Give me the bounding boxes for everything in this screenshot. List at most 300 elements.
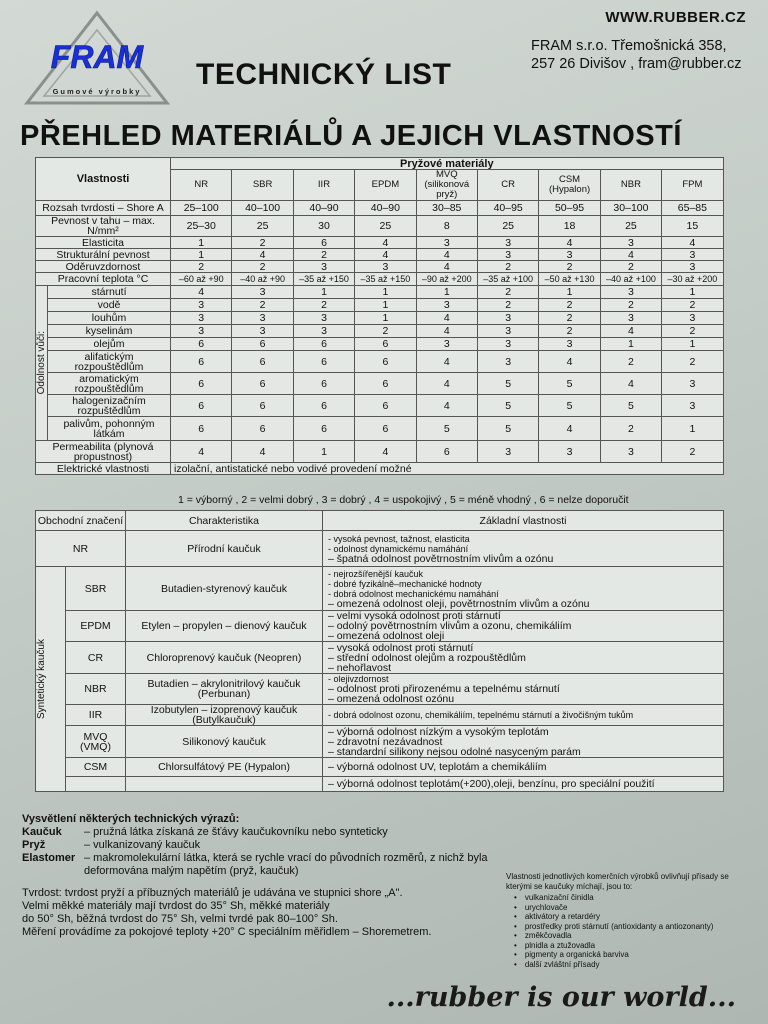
characteristic-cell: Přírodní kaučuk	[126, 531, 323, 567]
table-row	[36, 463, 724, 475]
table-cell: 4	[539, 417, 600, 441]
table-row	[36, 201, 724, 216]
property-line: - vysoká pevnost, tažnost, elasticita	[328, 533, 470, 544]
material-column-header: NBR	[600, 170, 661, 201]
table-row	[36, 642, 724, 674]
property-line: - dobrá odolnost ozonu, chemikáliím, tepelnému stárnutí a živočišným tukům	[328, 710, 634, 720]
table-cell: 4	[355, 237, 416, 249]
characteristic-cell: Chlorsulfátový PE (Hypalon)	[126, 758, 323, 777]
table-cell: 3	[232, 312, 293, 325]
row-label: Pevnost v tahu – max. N/mm²	[36, 216, 171, 237]
table-cell: 1	[600, 338, 661, 351]
table-cell: 15	[662, 216, 723, 237]
table-cell: 2	[539, 299, 600, 312]
table-cell: 5	[477, 417, 538, 441]
row-label: Elasticita	[36, 237, 171, 249]
table-cell: 1	[539, 286, 600, 299]
table-cell: 6	[293, 417, 354, 441]
type-code-cell: CSM	[66, 758, 126, 777]
table-row	[36, 351, 724, 373]
table-cell: 40–90	[355, 201, 416, 216]
characteristic-cell	[126, 777, 323, 792]
row-label: stárnutí	[48, 286, 171, 299]
hardness-line: do 50° Sh, běžná tvrdost do 75° Sh, velmi tvrdé pak 80–100° Sh.	[22, 913, 338, 925]
property-line: – odolnost proti přirozenému a tepelnému stárnutí	[328, 683, 560, 695]
properties-cell	[323, 642, 724, 674]
table-cell: 25–100	[171, 201, 232, 216]
column-header: Obchodní značení	[36, 511, 126, 531]
term-name: Elastomer	[22, 852, 76, 864]
material-column-header: EPDM	[355, 170, 416, 201]
table-row	[36, 261, 724, 273]
table-cell: 4	[416, 249, 477, 261]
term-definition: – pružná látka získaná ze šťávy kaučukovníku nebo synteticky	[84, 826, 388, 838]
additive-item: • další zvláštní přísady	[514, 960, 736, 970]
corner-cell	[36, 158, 171, 201]
rating-legend: 1 = výborný , 2 = velmi dobrý , 3 = dobrý , 4 = uspokojivý , 5 = méně vhodný , 6 = nelze doporučit	[178, 494, 629, 506]
hardness-note	[22, 887, 502, 939]
table-cell: 3	[662, 312, 723, 325]
table-cell: 4	[416, 395, 477, 417]
table-cell: 25	[477, 216, 538, 237]
term-row	[22, 865, 512, 878]
svg-text:Gumové výrobky: Gumové výrobky	[52, 87, 142, 96]
table-row	[36, 286, 724, 299]
table-cell: –90 až +200	[416, 273, 477, 286]
table-cell: 3	[477, 338, 538, 351]
term-definition: – vulkanizovaný kaučuk	[84, 839, 201, 851]
properties-cell	[323, 611, 724, 642]
table-row	[36, 338, 724, 351]
additive-item: • vulkanizační činidla	[514, 893, 736, 903]
table-cell: 2	[232, 261, 293, 273]
property-line: – výborná odolnost teplotám(+200),oleji, benzínu, pro speciální použití	[328, 778, 655, 790]
table-cell: 6	[355, 395, 416, 417]
term-definition: deformována malým napětím (pryž, kaučuk)	[84, 865, 299, 877]
table-cell: 3	[600, 312, 661, 325]
table-cell: 2	[477, 261, 538, 273]
table-row	[36, 237, 724, 249]
table-row	[36, 441, 724, 463]
properties-cell	[323, 567, 724, 611]
table-cell: 5	[416, 417, 477, 441]
group-header: Pryžové materiály	[171, 158, 724, 170]
table-cell: 1	[662, 417, 723, 441]
table-cell: 2	[477, 299, 538, 312]
material-column-header: IIR	[293, 170, 354, 201]
table-cell: 3	[600, 441, 661, 463]
characteristic-cell: Butadien – akrylonitrilový kaučuk (Perbunan)	[126, 674, 323, 705]
table-cell: 6	[416, 441, 477, 463]
property-line: - dobré fyzikálně–mechanické hodnoty	[328, 578, 482, 589]
table-cell: 3	[232, 286, 293, 299]
type-code-cell: NR	[36, 531, 126, 567]
row-label: Rozsah tvrdosti – Shore A	[36, 201, 171, 216]
property-line: - dobrá odolnost mechanickému namáhání	[328, 588, 499, 599]
table-cell: 3	[477, 441, 538, 463]
additive-item: • změkčovadla	[514, 931, 736, 941]
table-cell: 3	[477, 312, 538, 325]
characteristic-cell: Silikonový kaučuk	[126, 726, 323, 758]
table-cell: –35 až +150	[293, 273, 354, 286]
table-cell: 3	[600, 286, 661, 299]
table-cell: 2	[600, 261, 661, 273]
column-header: Základní vlastnosti	[323, 511, 724, 531]
table-cell: 3	[293, 261, 354, 273]
property-line: - olejivzdornost	[328, 674, 389, 684]
row-label: Pracovní teplota °C	[36, 273, 171, 286]
property-line: - nejrozšířenější kaučuk	[328, 568, 424, 579]
property-line: – špatná odolnost povětrnostním vlivům a ozónu	[328, 552, 554, 565]
row-label: Strukturální pevnost	[36, 249, 171, 261]
table-row	[36, 611, 724, 642]
table-row	[36, 567, 724, 611]
table-cell: izolační, antistatické nebo vodivé provedení možné	[171, 463, 724, 475]
term-row	[22, 826, 512, 839]
table-cell: –30 až +200	[662, 273, 723, 286]
table-cell: 2	[662, 325, 723, 338]
table-row	[36, 249, 724, 261]
characteristic-cell: Chloroprenový kaučuk (Neopren)	[126, 642, 323, 674]
table-cell: 5	[477, 395, 538, 417]
table-cell: –40 až +90	[232, 273, 293, 286]
table-cell: 6	[293, 237, 354, 249]
additives-intro: Vlastnosti jednotlivých komerčních výrobků ovlivňují přísady se kterými se kaučuky míchají, jsou to:	[506, 872, 729, 891]
table-cell: 6	[232, 338, 293, 351]
table-cell: –60 až +90	[171, 273, 232, 286]
table-cell: 5	[539, 395, 600, 417]
side-label: Syntetický kaučuk	[36, 638, 47, 720]
property-line: - odolnost dynamickému namáhání	[328, 543, 469, 554]
address-line-2: 257 26 Divišov , fram@rubber.cz	[531, 56, 742, 72]
table-cell: 2	[355, 325, 416, 338]
table-cell: 6	[171, 417, 232, 441]
table-cell: 2	[539, 261, 600, 273]
table-cell: 30	[293, 216, 354, 237]
table-row	[36, 395, 724, 417]
column-header: Charakteristika	[126, 511, 323, 531]
svg-text:FRAM: FRAM	[50, 39, 144, 75]
material-column-header: FPM	[662, 170, 723, 201]
table-cell: 3	[662, 373, 723, 395]
table-header-row	[36, 158, 724, 170]
table-cell: 6	[171, 395, 232, 417]
table-cell: 4	[600, 325, 661, 338]
table-row	[36, 216, 724, 237]
table-cell: 6	[293, 373, 354, 395]
table-cell: 2	[662, 351, 723, 373]
table-cell: 4	[416, 312, 477, 325]
property-line: – zdravotní nezávadnost	[328, 735, 443, 748]
address-line-1: FRAM s.r.o. Třemošnická 358,	[531, 38, 727, 54]
table-cell: 4	[416, 325, 477, 338]
table-cell: 1	[171, 249, 232, 261]
property-line: – omezená odolnost oleji	[328, 630, 445, 642]
hardness-line: Měření provádíme za pokojové teploty +20° C speciálním měřidlem – Shoremetrem.	[22, 926, 432, 938]
table-cell: 3	[293, 312, 354, 325]
table-row	[36, 312, 724, 325]
characteristic-cell: Etylen – propylen – dienový kaučuk	[126, 611, 323, 642]
table-cell: 4	[600, 249, 661, 261]
type-code-cell: CR	[66, 642, 126, 674]
table-cell: 40–100	[232, 201, 293, 216]
table-cell: 3	[293, 325, 354, 338]
property-line: – výborná odolnost nízkým a vysokým teplotám	[328, 725, 549, 738]
table-cell: 6	[171, 338, 232, 351]
table-cell: 5	[477, 373, 538, 395]
characteristic-cell: Izobutylen – izoprenový kaučuk (Butylkaučuk)	[126, 705, 323, 726]
page-title: PŘEHLED MATERIÁLŮ A JEJICH VLASTNOSTÍ	[20, 120, 682, 152]
term-definition: – makromolekulární látka, která se rychle vrací do původních rozměrů, z nichž byla	[84, 852, 488, 864]
table-cell: –50 až +130	[539, 273, 600, 286]
table-cell: –40 až +100	[600, 273, 661, 286]
table-cell: 6	[293, 338, 354, 351]
table-cell: 4	[355, 441, 416, 463]
table-cell: 4	[232, 441, 293, 463]
company-address	[531, 37, 742, 73]
material-column-header: NR	[171, 170, 232, 201]
table-row	[36, 531, 724, 567]
table-cell: 5	[600, 395, 661, 417]
type-code-cell: SBR	[66, 567, 126, 611]
table-header-row	[36, 511, 724, 531]
additive-item: • aktivátory a retardéry	[514, 912, 736, 922]
row-label: palivům, pohonným látkám	[48, 417, 171, 441]
table-cell: 2	[662, 299, 723, 312]
property-line: – omezená odolnost ozónu	[328, 693, 455, 705]
table-row	[36, 373, 724, 395]
table-cell: 50–95	[539, 201, 600, 216]
table-cell: 3	[539, 338, 600, 351]
type-code-cell: IIR	[66, 705, 126, 726]
additive-item: • pigmenty a organická barviva	[514, 950, 736, 960]
table-cell: 8	[416, 216, 477, 237]
table-cell: 1	[171, 237, 232, 249]
table-row	[36, 417, 724, 441]
table-cell: 25	[355, 216, 416, 237]
properties-cell	[323, 674, 724, 705]
table-cell: 4	[355, 249, 416, 261]
table-cell: 4	[539, 351, 600, 373]
type-code-cell: MVQ (VMQ)	[66, 726, 126, 758]
table-cell: 5	[539, 373, 600, 395]
table-cell: 2	[293, 299, 354, 312]
hardness-line: Tvrdost: tvrdost pryží a příbuzných materiálů je udávána ve stupnici shore „A".	[22, 887, 403, 899]
table-cell: 1	[662, 286, 723, 299]
hardness-line: Velmi měkké materiály mají tvrdost do 35° Sh, měkké materiály	[22, 900, 330, 912]
term-name: Pryž	[22, 839, 46, 851]
table-cell: 1	[355, 299, 416, 312]
table-cell: 6	[171, 351, 232, 373]
table-cell: 3	[416, 237, 477, 249]
table-cell: 3	[662, 395, 723, 417]
property-line: – nehořlavost	[328, 661, 392, 674]
row-label: olejům	[48, 338, 171, 351]
material-column-header: SBR	[232, 170, 293, 201]
table-row	[36, 674, 724, 705]
additives-list	[514, 893, 736, 969]
table-cell: 2	[662, 441, 723, 463]
table-cell: 3	[232, 325, 293, 338]
table-row	[36, 777, 724, 792]
table-cell: 30–100	[600, 201, 661, 216]
type-code-cell: EPDM	[66, 611, 126, 642]
material-column-header: MVQ (silikonová pryž)	[416, 170, 477, 201]
table-row	[36, 758, 724, 777]
table-cell: 3	[477, 249, 538, 261]
table-cell: 4	[232, 249, 293, 261]
table-cell: 6	[232, 351, 293, 373]
term-row	[22, 839, 512, 852]
additives-note	[506, 872, 736, 969]
properties-cell	[323, 726, 724, 758]
row-label: aromatickým rozpouštědlům	[48, 373, 171, 395]
table-cell: 3	[477, 351, 538, 373]
table-cell: 3	[539, 249, 600, 261]
row-label: Permeabilita (plynová propustnost)	[36, 441, 171, 463]
table-cell: 3	[600, 237, 661, 249]
table-cell: 6	[355, 373, 416, 395]
property-line: – odolný povětrnostním vlivům a ozonu, chemikáliím	[328, 620, 572, 632]
characteristic-cell: Butadien-styrenový kaučuk	[126, 567, 323, 611]
table-cell: 4	[171, 441, 232, 463]
table-cell: 6	[293, 395, 354, 417]
table-cell: 40–90	[293, 201, 354, 216]
website-link[interactable]: WWW.RUBBER.CZ	[605, 9, 746, 26]
table-cell: 6	[232, 373, 293, 395]
table-cell: 3	[662, 249, 723, 261]
corner-label: Vlastnosti	[76, 173, 130, 185]
table-cell: 2	[232, 299, 293, 312]
slogan: ...rubber is our world...	[386, 982, 736, 1013]
table-cell: 2	[600, 351, 661, 373]
table-cell: 3	[355, 261, 416, 273]
fram-logo	[22, 8, 172, 108]
table-cell: 1	[293, 441, 354, 463]
table-cell: 1	[355, 286, 416, 299]
side-label: Odolnost vůči:	[36, 331, 47, 395]
table-cell: 6	[355, 338, 416, 351]
table-cell: 2	[293, 249, 354, 261]
type-code-cell	[66, 777, 126, 792]
table-cell: 3	[416, 299, 477, 312]
table-cell: 2	[171, 261, 232, 273]
table-cell: 30–85	[416, 201, 477, 216]
table-cell: 3	[662, 261, 723, 273]
term-row	[22, 852, 512, 865]
table-cell: 3	[477, 325, 538, 338]
table-cell: 3	[416, 338, 477, 351]
table-cell: 6	[293, 351, 354, 373]
property-line: – omezená odolnost oleji, povětrnostním vlivům a ozónu	[328, 597, 590, 610]
term-name: Kaučuk	[22, 826, 62, 838]
table-cell: 6	[171, 373, 232, 395]
table-row	[36, 273, 724, 286]
table-cell: 2	[232, 237, 293, 249]
table-cell: 2	[539, 312, 600, 325]
table-cell: 18	[539, 216, 600, 237]
row-label: alifatickým rozpouštědlům	[48, 351, 171, 373]
table-cell: 65–85	[662, 201, 723, 216]
side-label-cell	[36, 567, 66, 792]
table-cell: 4	[539, 237, 600, 249]
table-cell: 6	[355, 417, 416, 441]
table-cell: 3	[171, 325, 232, 338]
table-cell: 4	[416, 351, 477, 373]
terms-explanation	[22, 813, 512, 878]
table-row	[36, 705, 724, 726]
table-row	[36, 726, 724, 758]
term-name	[22, 865, 84, 878]
table-cell: 2	[600, 417, 661, 441]
table-cell: 25	[600, 216, 661, 237]
additive-item: • prostředky proti stárnutí (antioxidanty a antiozonanty)	[514, 922, 736, 932]
row-label: vodě	[48, 299, 171, 312]
table-cell: 2	[477, 286, 538, 299]
property-line: – standardní silikony nejsou odolné nasyceným parám	[328, 745, 581, 758]
properties-cell	[323, 758, 724, 777]
table-row	[36, 325, 724, 338]
table-cell: 25–30	[171, 216, 232, 237]
properties-cell	[323, 531, 724, 567]
properties-cell	[323, 777, 724, 792]
doc-title: TECHNICKÝ LIST	[196, 58, 452, 91]
row-label: louhům	[48, 312, 171, 325]
table-cell: 4	[662, 237, 723, 249]
table-cell: 6	[232, 395, 293, 417]
table-cell: 4	[416, 373, 477, 395]
property-line: – velmi vysoká odolnost proti stárnutí	[328, 610, 501, 622]
table-cell: 1	[293, 286, 354, 299]
table-cell: 4	[416, 261, 477, 273]
type-code-cell: NBR	[66, 674, 126, 705]
table-cell: 4	[600, 373, 661, 395]
table-cell: 25	[232, 216, 293, 237]
table-cell: 3	[539, 441, 600, 463]
table-cell: 1	[662, 338, 723, 351]
table-cell: 6	[355, 351, 416, 373]
table-cell: 1	[355, 312, 416, 325]
table-cell: 40–95	[477, 201, 538, 216]
table-row	[36, 299, 724, 312]
row-label: halogenizačním rozpuštědlům	[48, 395, 171, 417]
properties-table	[35, 157, 724, 475]
property-line: – výborná odolnost UV, teplotám a chemikáliím	[328, 761, 547, 773]
table-cell: 3	[171, 312, 232, 325]
row-label: kyselinám	[48, 325, 171, 338]
rubber-types-table	[35, 510, 724, 792]
material-column-header: CR	[477, 170, 538, 201]
property-line: – vysoká odolnost proti stárnutí	[328, 641, 474, 654]
table-cell: –35 až +150	[355, 273, 416, 286]
row-label: Oděruvzdornost	[36, 261, 171, 273]
table-cell: 4	[171, 286, 232, 299]
row-label: Elektrické vlastnosti	[36, 463, 171, 475]
property-line: – střední odolnost olejům a rozpouštědlům	[328, 651, 526, 664]
table-cell: 3	[477, 237, 538, 249]
additive-item: • plnidla a ztužovadla	[514, 941, 736, 951]
table-cell: 1	[416, 286, 477, 299]
table-cell: 2	[600, 299, 661, 312]
terms-title: Vysvětlení některých technických výrazů:	[22, 813, 240, 825]
material-column-header: CSM (Hypalon)	[539, 170, 600, 201]
table-cell: –35 až +100	[477, 273, 538, 286]
table-cell: 6	[232, 417, 293, 441]
side-label-cell	[36, 286, 48, 441]
table-cell: 3	[171, 299, 232, 312]
additive-item: • urychlovače	[514, 903, 736, 913]
properties-cell	[323, 705, 724, 726]
